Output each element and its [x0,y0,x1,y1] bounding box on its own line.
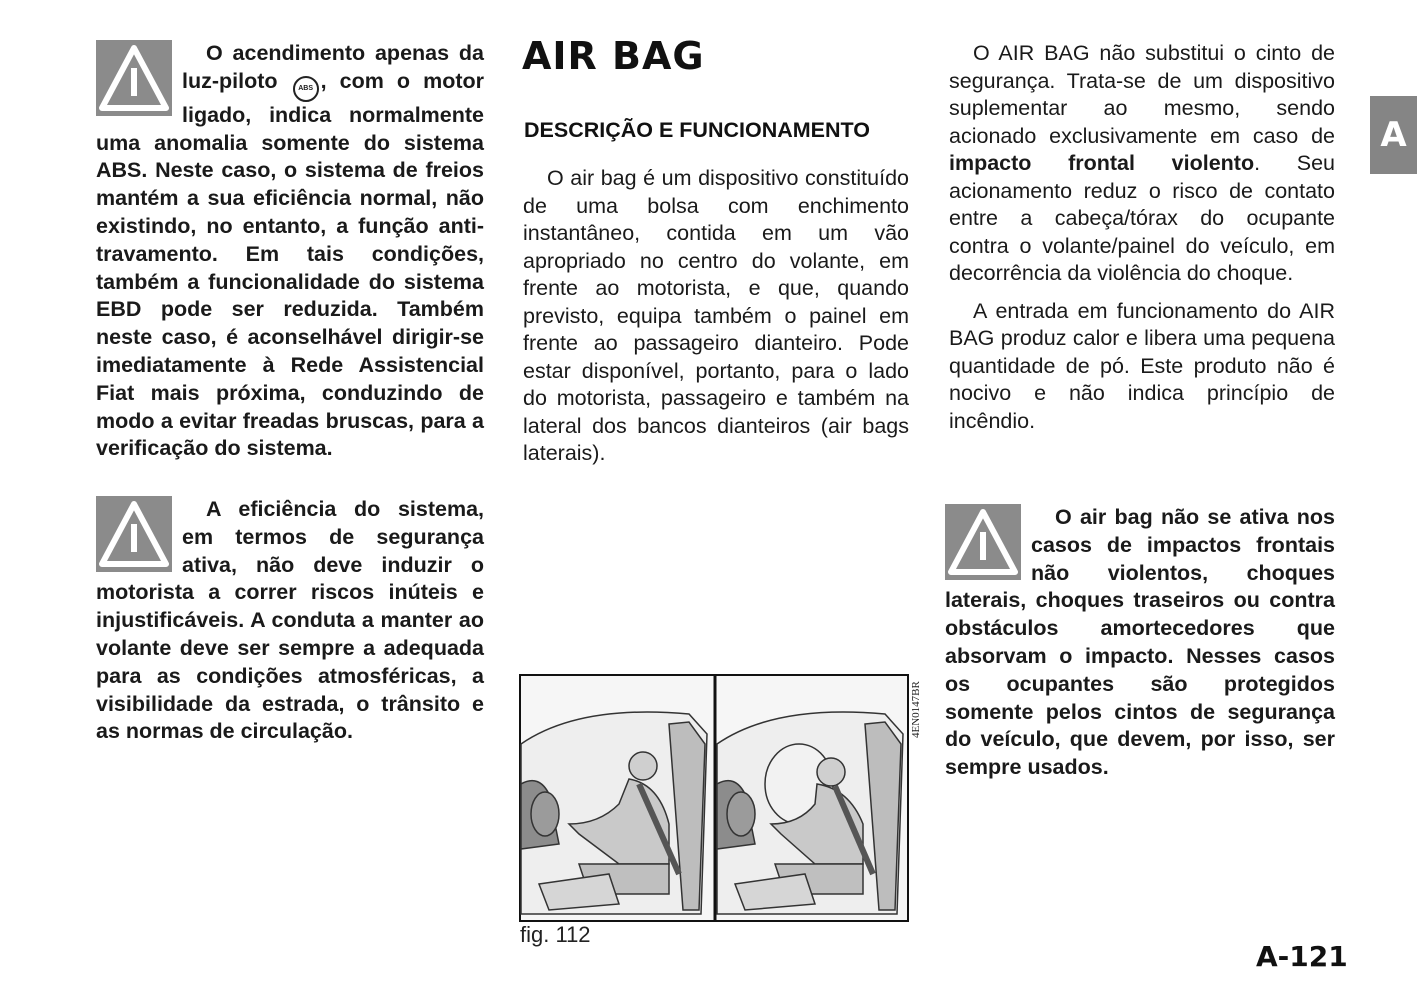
section-tab: A [1370,96,1417,174]
warning-note-airbag [945,504,1335,782]
right-column-warning [945,504,1335,782]
airbag-belt-text-a: O AIR BAG não substitui o cinto de segurança. Trata-se de um dispositivo suplementar ao mesmo, sendo acionado exclusivamente em caso de [949,41,1335,148]
left-column [96,40,484,463]
section-subtitle: DESCRIÇÃO E FUNCIONAMENTO [524,118,871,142]
section-title: AIR BAG [522,34,705,78]
left-column-lower [96,496,484,746]
airbag-description-text: O air bag é um dispositivo constituído de uma bolsa com enchimento instantâneo, contida em um vão apropriado no centro do volante, em frente ao motorista, e que, quando previsto, equipa também o painel em frente ao passageiro dianteiro. Pode estar disponível, portanto, para o lado do motorista, passageiro e também na lateral dos bancos dianteiros (air bags laterais). [523,166,909,465]
page-number: A-121 [1256,940,1348,973]
airbag-description [523,165,909,468]
figure-caption: fig. 112 [520,922,591,947]
right-column-text [949,40,1335,435]
left-panel-occupant [521,712,707,914]
warning-note-safety [96,496,484,746]
warning-note-abs [96,40,484,463]
warning-triangle-icon [96,496,172,572]
warning-text-abs-start: O acendimento apenas da luz-piloto [182,41,484,93]
right-panel-occupant-airbag [717,712,903,914]
airbag-belt-text-b: . Seu acionamento reduz o risco de contato entre a cabeça/tórax do ocupante contra o volante/painel do veículo, em decorrência da violência do choque. [949,151,1335,285]
warning-triangle-icon [945,504,1021,580]
abs-warning-light-icon: ABS [293,76,319,102]
airbag-activation-paragraph: A entrada em funcionamento do AIR BAG produz calor e libera uma pequena quantidade de pó. Este produto não é nocivo e não indica princípio de incêndio. [949,298,1335,433]
warning-triangle-icon [96,40,172,116]
airbag-illustration [519,674,909,922]
warning-text-abs-rest: , com o motor ligado, indica normalmente uma anomalia somente do sistema ABS. Neste caso, o sistema de freios mantém a sua eficiência normal, não existindo, no entanto, a função anti-travamento. Em tais condições, também a funcionalidade do sistema EBD pode ser reduzida. Também neste caso, é aconselhável dirigir-se imediatamente à Rede Assistencial Fiat mais próxima, conduzindo de modo a evitar freadas bruscas, para a verificação do sistema. [96,68,484,461]
warning-text-airbag: O air bag não se ativa nos casos de impactos frontais não violentos, choques laterais, choques traseiros ou contra obstáculos amortecedores que absorvam o impacto. Nesses casos os ocupantes são protegidos somente pelos cintos de segurança do veículo, que devem, por isso, ser sempre usados. [945,505,1335,780]
figure-code: 4EN0147BR [910,681,922,738]
airbag-figure [519,674,909,922]
airbag-belt-text-bold: impacto frontal violento [949,151,1255,175]
airbag-belt-paragraph [949,40,1335,288]
warning-text-safety: A eficiência do sistema, em termos de segurança ativa, não deve induzir o motorista a correr riscos inúteis e injustificáveis. A conduta a manter ao volante deve ser sempre a adequada para as condições atmosféricas, a visibilidade da estrada, o trânsito e as normas de circulação. [96,497,484,744]
